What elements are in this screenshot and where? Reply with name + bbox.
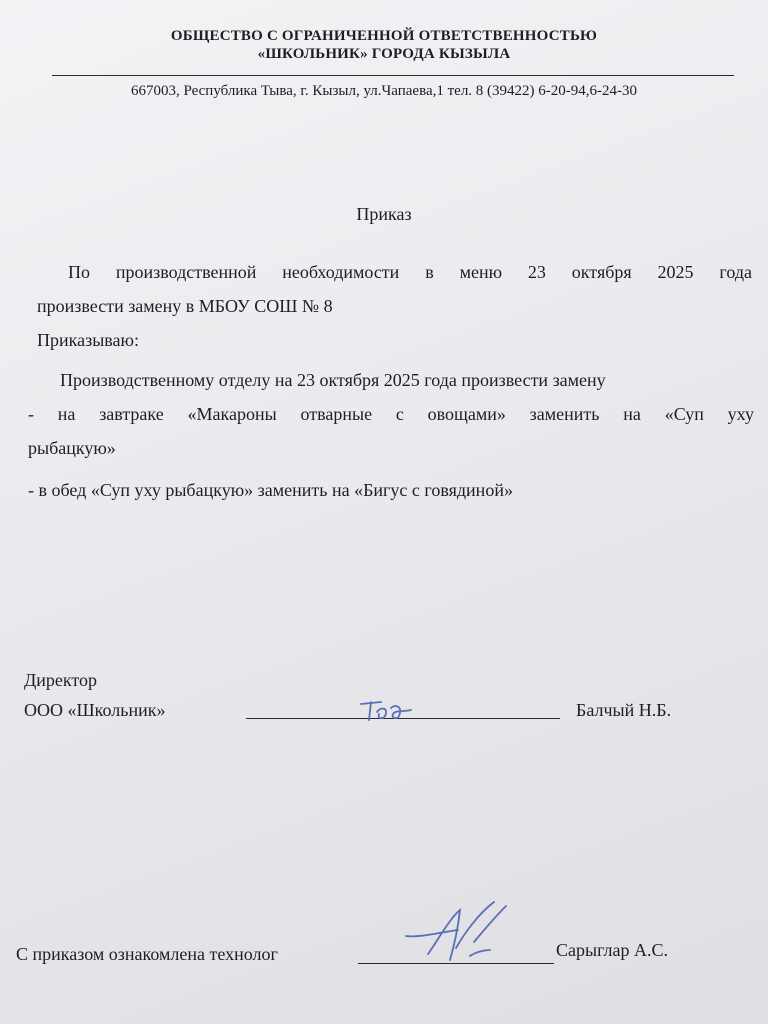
- document-title: Приказ: [356, 204, 412, 224]
- director-title: Директор: [24, 670, 98, 690]
- technologist-signature-mark: [398, 896, 514, 970]
- ack-name: Сарыглар А.С.: [556, 940, 669, 960]
- item1-line2: рыбацкую»: [28, 438, 116, 458]
- item2-line: - в обед «Суп уху рыбацкую» заменить на «Бигус с говядиной»: [28, 480, 513, 500]
- director-signature-mark: [355, 690, 435, 724]
- intro-line1: По производственной необходимости в меню 23 октября 2025 года: [68, 262, 752, 282]
- header-divider: [52, 75, 734, 76]
- ack-text: С приказом ознакомлена технолог: [16, 944, 278, 964]
- order-word: Приказываю:: [37, 330, 139, 350]
- org-address: 667003, Республика Тыва, г. Кызыл, ул.Чапаева,1 тел. 8 (39422) 6-20-94,6-24-30: [130, 83, 638, 99]
- instruction-line: Производственному отделу на 23 октября 2025 года произвести замену: [60, 370, 606, 390]
- director-org: ООО «Школьник»: [24, 700, 166, 720]
- org-name-line1: ОБЩЕСТВО С ОГРАНИЧЕННОЙ ОТВЕТСТВЕННОСТЬЮ: [170, 28, 598, 44]
- org-name-line2: «ШКОЛЬНИК» ГОРОДА КЫЗЫЛА: [257, 46, 511, 62]
- intro-line2: произвести замену в МБОУ СОШ № 8: [37, 296, 333, 316]
- item1-line1: - на завтраке «Макароны отварные с овощами» заменить на «Суп уху: [28, 404, 754, 424]
- director-name: Балчый Н.Б.: [576, 700, 672, 720]
